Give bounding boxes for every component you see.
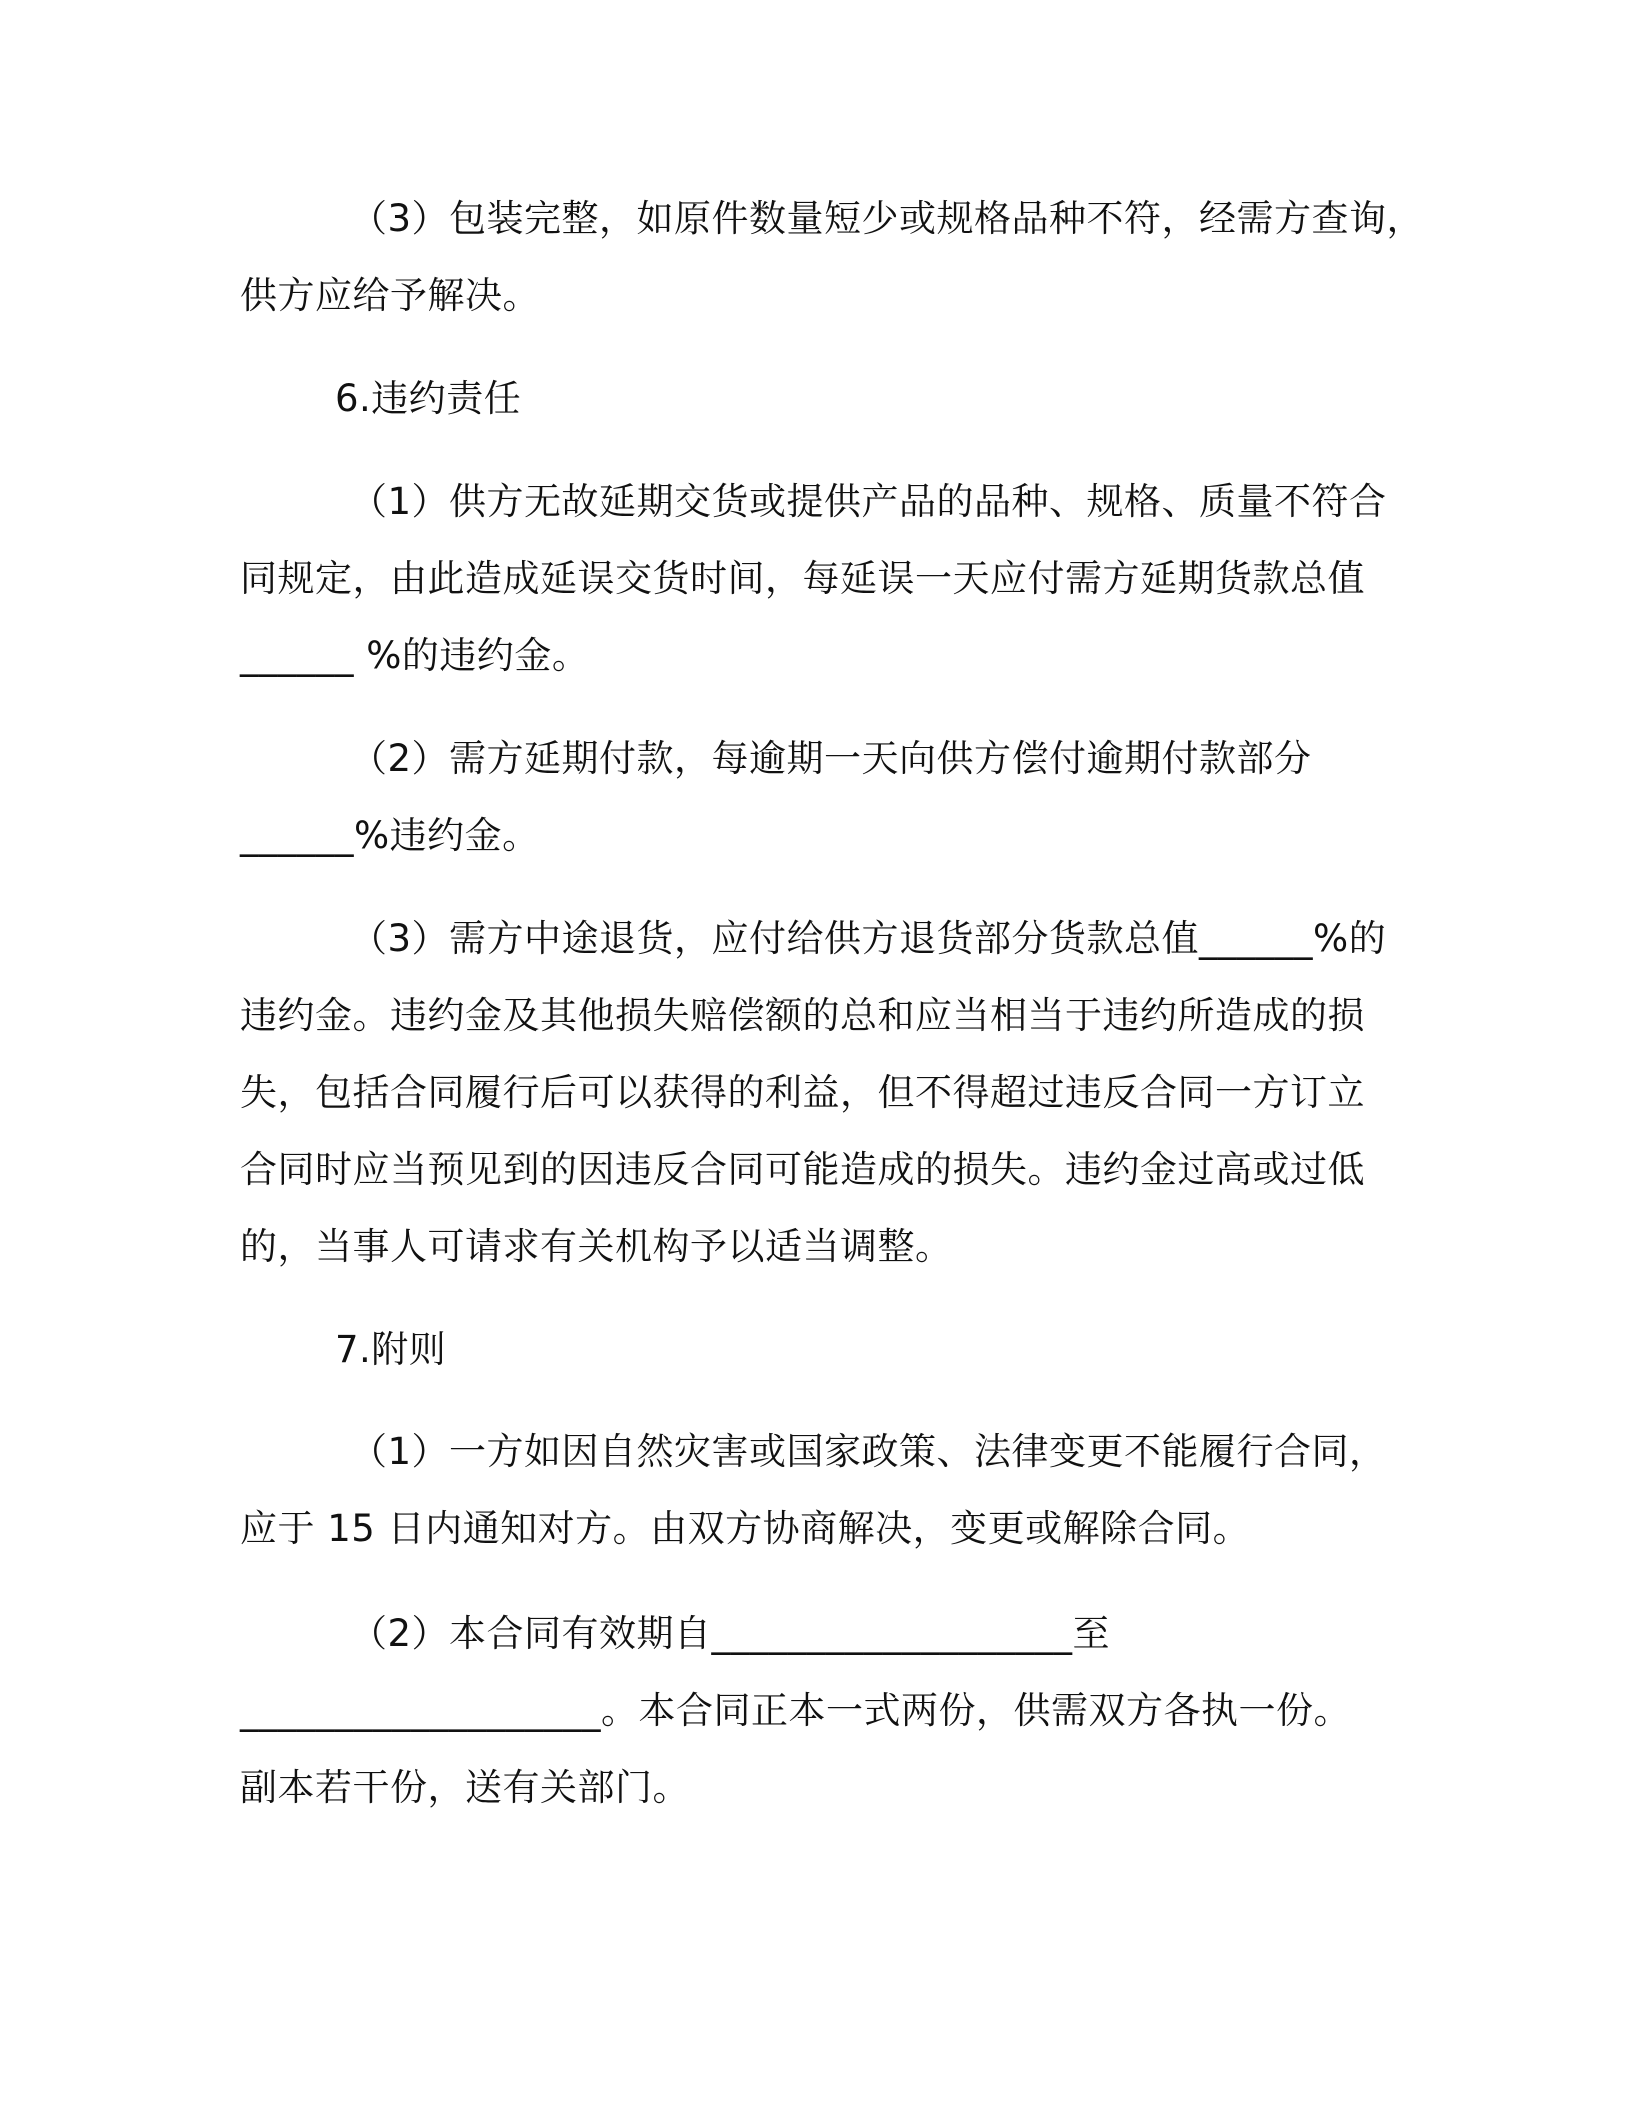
- heading-text: 7.附则: [335, 1328, 447, 1371]
- paragraph-6-1: [240, 463, 1410, 694]
- paragraph-6-2: [240, 720, 1410, 874]
- text-line: 供方应给予解决。: [240, 274, 540, 317]
- paragraph-item-3-packaging: [240, 180, 1425, 334]
- heading-text: 6.违约责任: [335, 377, 522, 420]
- text-line: （3）需方中途退货，应付给供方退货部分货款总值______%的: [350, 917, 1387, 960]
- text-line: 应于 15 日内通知对方。由双方协商解决，变更或解除合同。: [240, 1507, 1251, 1550]
- text-line: （2）需方延期付款，每逾期一天向供方偿付逾期付款部分: [350, 737, 1312, 780]
- text-line: ___________________。本合同正本一式两份，供需双方各执一份。: [240, 1689, 1351, 1732]
- text-line: 的，当事人可请求有关机构予以适当调整。: [240, 1225, 953, 1268]
- text-line: 副本若干份，送有关部门。: [240, 1766, 690, 1809]
- text-line: （1）供方无故延期交货或提供产品的品种、规格、质量不符合: [350, 480, 1387, 523]
- text-line: （3）包装完整，如原件数量短少或规格品种不符，经需方查询，: [350, 197, 1425, 240]
- paragraph-7-1: [240, 1413, 1410, 1567]
- text-line: ______%违约金。: [240, 814, 540, 857]
- text-line: 失，包括合同履行后可以获得的利益，但不得超过违反合同一方订立: [240, 1071, 1365, 1114]
- text-line: （2）本合同有效期自___________________至: [350, 1612, 1111, 1655]
- text-line: （1）一方如因自然灾害或国家政策、法律变更不能履行合同，: [350, 1430, 1387, 1473]
- section-heading-6: [240, 360, 1410, 437]
- paragraph-7-2: [240, 1595, 1410, 1826]
- text-line: 同规定，由此造成延误交货时间，每延误一天应付需方延期货款总值: [240, 557, 1365, 600]
- paragraph-6-3: [240, 900, 1410, 1285]
- section-heading-7: [240, 1311, 1410, 1388]
- text-line: 违约金。违约金及其他损失赔偿额的总和应当相当于违约所造成的损: [240, 994, 1365, 1037]
- text-line: ______ %的违约金。: [240, 634, 590, 677]
- text-line: 合同时应当预见到的因违反合同可能造成的损失。违约金过高或过低: [240, 1148, 1365, 1191]
